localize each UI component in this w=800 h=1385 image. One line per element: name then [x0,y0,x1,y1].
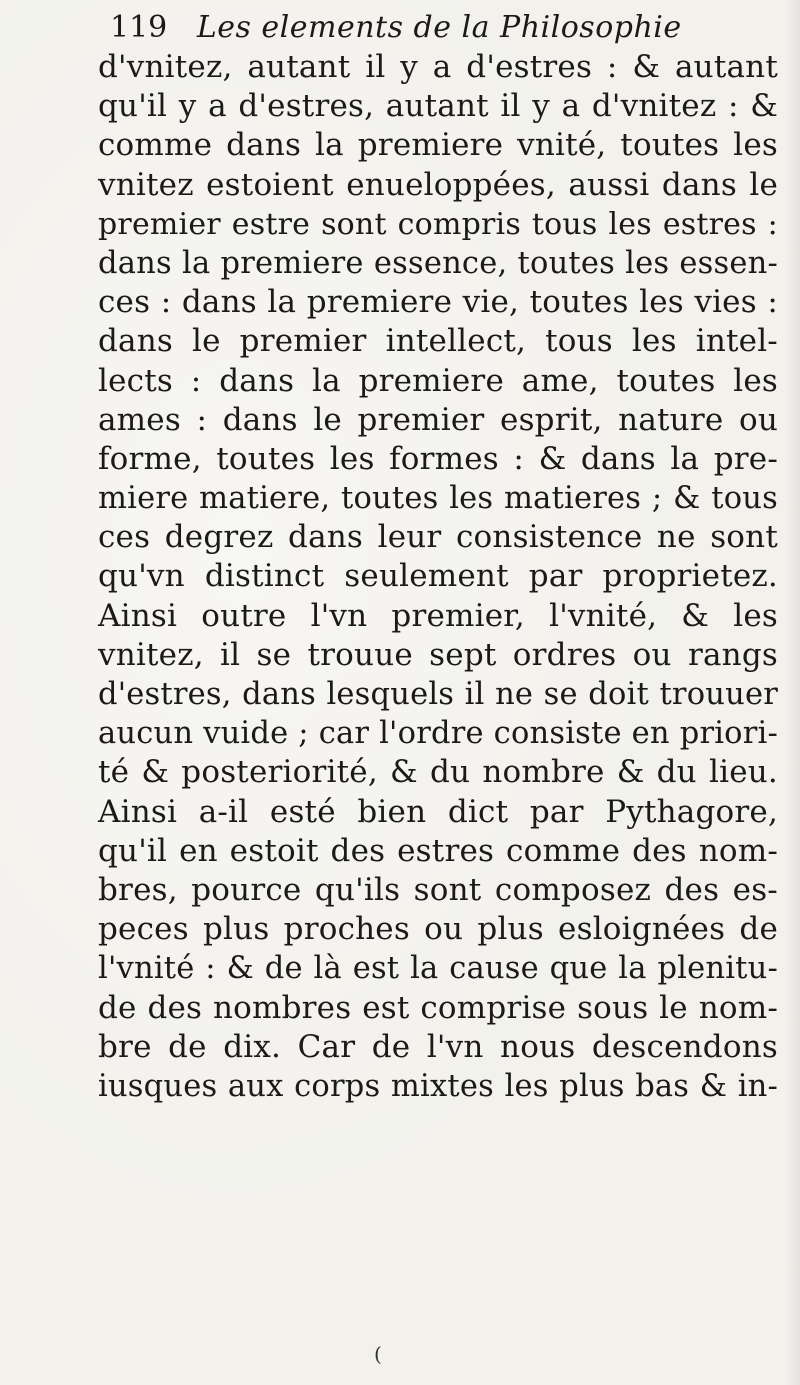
text-line: peces plus proches ou plus esloignées de [98,911,778,948]
text-line: miere matiere, toutes les matieres ; & tous [98,481,778,517]
text-line: iusques aux corps mixtes les plus bas & in- [98,1068,778,1104]
page-number: 119 [110,10,168,45]
body-text [98,48,778,1106]
text-line: d'vnitez, autant il y a d'estres : & autant [98,49,778,85]
text-line: premier estre sont compris tous les estres : [98,206,778,242]
text-line: bre de dix. Car de l'vn nous descendons [98,1028,778,1065]
text-line: té & posteriorité, & du nombre & du lieu. [98,754,778,791]
text-line: de des nombres est comprise sous le nom- [98,989,778,1026]
text-line: comme dans la premiere vnité, toutes les [98,127,778,164]
text-line: ces : dans la premiere vie, toutes les vies : [98,284,778,321]
text-line: qu'il en estoit des estres comme des nom- [98,832,778,869]
text-line: lects : dans la premiere ame, toutes les [98,362,778,399]
footer-mark: ( [374,1342,382,1366]
text-line: vnitez, il se trouue sept ordres ou rangs [98,636,778,673]
running-title: Les elements de la Philosophie [196,10,682,45]
text-line: qu'vn distinct seulement par proprietez. [98,558,778,595]
text-line: vnitez estoient enueloppées, aussi dans le [98,166,778,203]
text-line: aucun vuide ; car l'ordre consiste en priori- [98,716,778,752]
text-line: Ainsi outre l'vn premier, l'vnité, & les [98,597,778,634]
text-line: dans la premiere essence, toutes les essen- [98,245,778,281]
page-header [110,8,710,48]
text-line: qu'il y a d'estres, autant il y a d'vnitez : & [98,88,778,125]
text-line: forme, toutes les formes : & dans la pre- [98,440,778,477]
text-line: d'estres, dans lesquels il ne se doit trouuer [98,677,778,712]
text-line: dans le premier intellect, tous les intel- [98,323,778,360]
text-line: l'vnité : & de là est la cause que la plenitu- [98,951,778,987]
text-line: bres, pource qu'ils sont composez des es- [98,871,778,908]
text-line: ces degrez dans leur consistence ne sont [98,519,778,556]
text-line: Ainsi a-il esté bien dict par Pythagore, [98,793,778,830]
text-line: ames : dans le premier esprit, nature ou [98,401,778,438]
page-edge-shadow [786,0,800,1385]
